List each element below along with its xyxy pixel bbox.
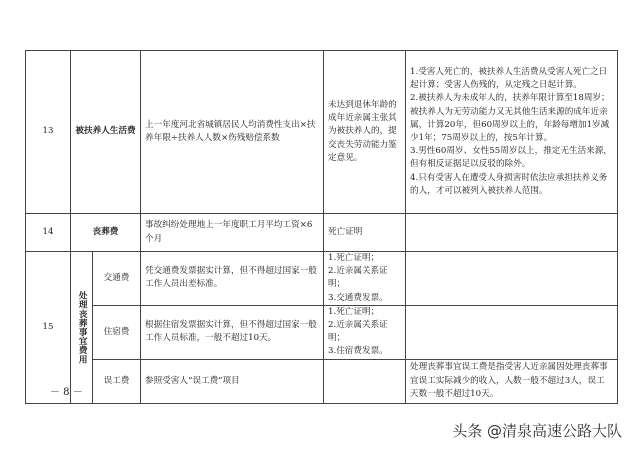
item-name: 被扶养人生活费 — [71, 51, 141, 214]
item-name: 丧葬费 — [71, 214, 141, 252]
evidence-line: 2.近亲属关系证明； — [328, 266, 388, 290]
row-number: 13 — [26, 51, 71, 214]
evidence — [324, 252, 406, 306]
evidence-line: 1.死亡证明； — [328, 306, 380, 317]
table-row — [26, 305, 618, 359]
calc-standard: 根据住宿发票据实计算，但不得超过国家一般工作人员标准，一般不超过10天。 — [141, 305, 324, 359]
evidence-line: 2.近亲属关系证明； — [328, 320, 388, 344]
evidence — [324, 305, 406, 359]
calc-standard: 事故纠纷处理地上一年度职工月平均工资×6个月 — [141, 214, 324, 252]
table-row — [26, 214, 618, 252]
note-line: 4.只有受害人在遭受人身损害时依法应承担扶养义务的人，才可以被列入被扶养人范围。 — [410, 172, 608, 196]
page-number: － 8 － — [50, 387, 83, 398]
evidence-line: 1.死亡证明； — [328, 253, 380, 263]
evidence-line: 3.交通费发票。 — [328, 292, 388, 303]
calc-standard: 凭交通费发票据实计算，但不得超过国家一般工作人员出差标准。 — [141, 252, 324, 306]
note-line: 2.被扶养人为未成年人的，扶养年限计算至18周岁；被扶养人为无劳动能力又无其他生活来源的成年近亲属，计算20年，但60周岁以上的，年龄每增加1岁减少1年；75周岁以上的，按5年计算。 — [410, 93, 610, 143]
note-line: 3.男性60周岁、女性55周岁以上，推定无生活来源，但有相反证据足以反驳的除外。 — [410, 146, 612, 170]
notes — [406, 214, 618, 252]
evidence: 死亡证明 — [324, 214, 406, 252]
sub-item-name: 住宿费 — [93, 305, 141, 359]
sub-item-name: 交通费 — [93, 252, 141, 306]
note-line: 1.受害人死亡的，被扶养人生活费从受害人死亡之日起计算；受害人伤残的，从定残之日起计算。 — [410, 66, 608, 91]
table-row — [26, 51, 618, 214]
group-label — [71, 252, 93, 404]
notes — [406, 51, 618, 214]
evidence: 未达到退休年龄的成年近亲属主张其为被扶养人的，提交丧失劳动能力鉴定意见。 — [324, 51, 406, 214]
evidence-line: 3.住宿费发票。 — [328, 346, 388, 357]
calc-standard: 参照受害人“误工费”项目 — [141, 359, 324, 403]
group-label-text: 处理丧葬事宜费用 — [77, 290, 88, 364]
calc-standard: 上一年度河北省城镇居民人均消费性支出×扶养年限÷扶养人人数×伤残赔偿系数 — [141, 51, 324, 214]
sub-item-name: 误工费 — [93, 359, 141, 403]
row-number: 14 — [26, 214, 71, 252]
compensation-table — [25, 50, 618, 404]
evidence — [324, 359, 406, 403]
table-row — [26, 359, 618, 403]
row-number: 15 — [26, 252, 71, 404]
notes — [406, 252, 618, 306]
table-row — [26, 252, 618, 306]
watermark: 头条 @清泉高速公路大队 — [452, 422, 622, 440]
notes: 处理丧葬事宜误工费是指受害人近亲属因处理丧葬事宜误工实际减少的收入，人数一般不超过3人，误工天数一般不超过10天。 — [406, 359, 618, 403]
notes — [406, 305, 618, 359]
